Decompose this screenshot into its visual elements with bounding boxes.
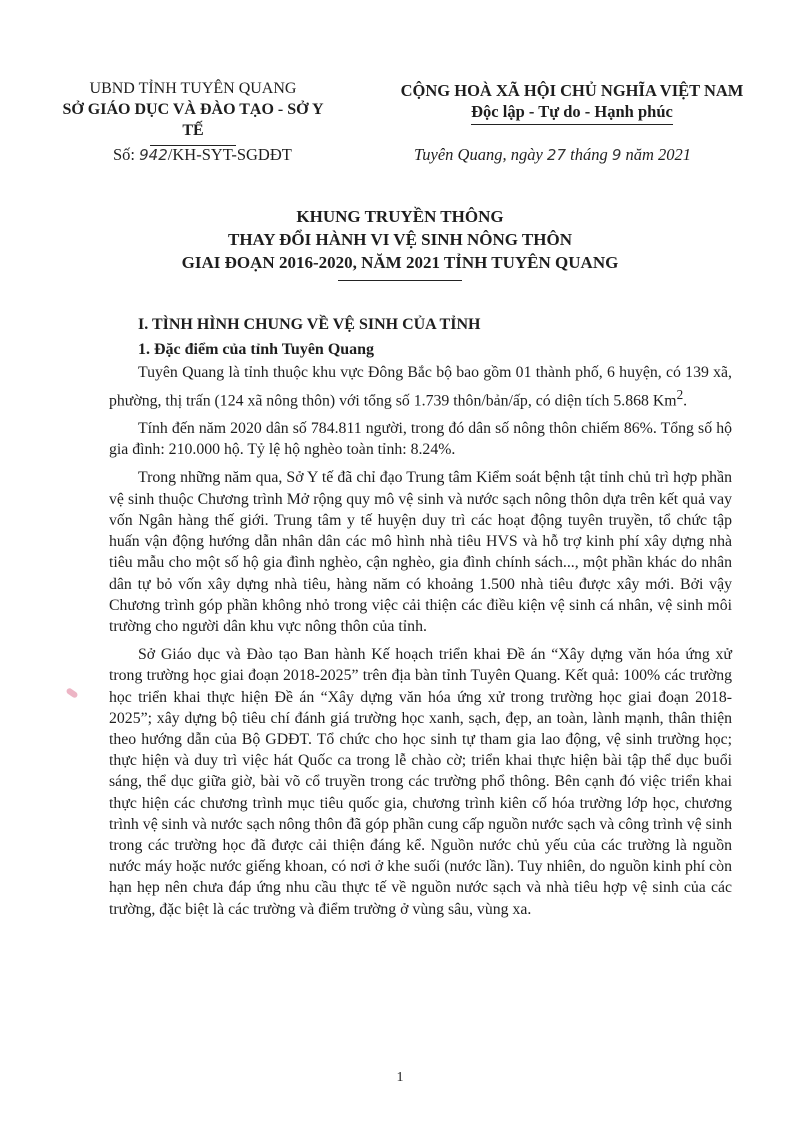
paragraph-3: Trong những năm qua, Sở Y tế đã chỉ đạo Trung tâm Kiểm soát bệnh tật tỉnh chủ trì hợp phần vệ sinh thuộc Chương trình Mở rộng quy mô vệ sinh và nước sạch nông thôn dựa trên kết quả vay vốn Ngân hàng thế giới. Trung tâm y tế huyện duy trì các hoạt động tuyên truyền, tổ chức tập huấn vận động hướng dẫn nhân dân các mô hình nhà tiêu HVS và hỗ trợ kinh phí xây dựng nhà tiêu mẫu cho một số hộ gia đình nghèo, cận nghèo, gia đình chính sách..., một phần khác do nhân dân tự bỏ vốn xây dựng nhà tiêu, hàng năm có khoảng 1.500 nhà tiêu được xây mới. Bởi vậy Chương trình góp phần không nhỏ trong việc cải thiện các điều kiện vệ sinh cá nhân, vệ sinh môi trường cho người dân khu vực nông thôn của tỉnh.: [109, 469, 732, 635]
document-body: [109, 314, 732, 927]
title-line-1: KHUNG TRUYỀN THÔNG: [296, 207, 504, 226]
handwritten-day: 27: [546, 146, 566, 164]
issuing-authority: [58, 78, 328, 146]
issue-date: Tuyên Quang, ngày 27 tháng 9 năm 2021: [414, 145, 692, 164]
authority-line-1: UBND TỈNH TUYÊN QUANG: [89, 80, 297, 97]
paragraph-2: Tính đến năm 2020 dân số 784.811 người, trong đó dân số nông thôn chiếm 86%. Tổng số hộ gia đình: 210.000 hộ. Tỷ lệ hộ nghèo toàn tỉnh: 8.24%.: [109, 420, 732, 459]
document-number: Số: 942/KH-SYT-SGDĐT: [113, 145, 292, 164]
document-title: [100, 205, 700, 281]
national-title: [372, 80, 772, 125]
title-line-2: THAY ĐỔI HÀNH VI VỆ SINH NÔNG THÔN: [227, 230, 572, 249]
paragraph-4: Sở Giáo dục và Đào tạo Ban hành Kế hoạch triển khai Đề án “Xây dựng văn hóa ứng xử trong trường học giai đoạn 2018-2025” trên địa bàn tỉnh Tuyên Quang. Kết quả: 100% các trường học triển khai thực hiện Đề án “Xây dựng văn hóa ứng xử trong trường học giai đoạn 2018-2025”; xây dựng bộ tiêu chí đánh giá trường học xanh, sạch, đẹp, an toàn, lành mạnh, thân thiện theo hướng dẫn của Bộ GDĐT. Tổ chức cho học sinh tự tham gia lao động, vệ sinh trường học; thực hiện và duy trì việc hát Quốc ca trong lễ chào cờ; triển khai thực hiện bài tập thể dục buổi sáng, thể dục giữa giờ, bài võ cổ truyền trong các trường phổ thông. Bên cạnh đó việc triển khai thực hiện các chương trình mục tiêu quốc gia, chương trình kiên cố hóa trường lớp học, chương trình vệ sinh và nước sạch nông thôn đã góp phần cung cấp nguồn nước sạch và công trình vệ sinh trong các trường học đã được cải thiện đáng kể. Nguồn nước chủ yếu của các trường là nguồn nước máy hoặc nước giếng khoan, có nơi ở khe suối (nước lần). Tuy nhiên, do nguồn kinh phí còn hạn hẹp nên chưa đáp ứng nhu cầu thực tế về nguồn nước sạch và nhà tiêu hợp vệ sinh của các trường, đặc biệt là các trường và điểm trường ở vùng sâu, vùng xa.: [109, 646, 732, 918]
authority-line-2: SỞ GIÁO DỤC VÀ ĐÀO TẠO - SỞ Y TẾ: [62, 101, 324, 139]
section-heading: I. TÌNH HÌNH CHUNG VỀ VỆ SINH CỦA TỈNH: [138, 316, 481, 333]
title-line-3: GIAI ĐOẠN 2016-2020, NĂM 2021 TỈNH TUYÊN QUANG: [181, 253, 619, 272]
handwritten-month: 9: [611, 146, 622, 164]
subsection-heading: 1. Đặc điểm của tỉnh Tuyên Quang: [138, 341, 375, 359]
paragraph-1: Tuyên Quang là tỉnh thuộc khu vực Đông Bắc bộ bao gồm 01 thành phố, 6 huyện, có 139 xã, phường, thị trấn (124 xã nông thôn) với tổng số 1.739 thôn/bản/ấp, có diện tích 5.868 Km$^2$.: [109, 364, 732, 409]
ink-mark: [65, 687, 78, 699]
country-name: CỘNG HOÀ XÃ HỘI CHỦ NGHĨA VIỆT NAM: [400, 81, 744, 100]
national-motto: Độc lập - Tự do - Hạnh phúc: [471, 101, 673, 125]
title-underline: [338, 280, 462, 281]
handwritten-number: 942: [139, 146, 168, 164]
page-number: 1: [396, 1070, 404, 1085]
